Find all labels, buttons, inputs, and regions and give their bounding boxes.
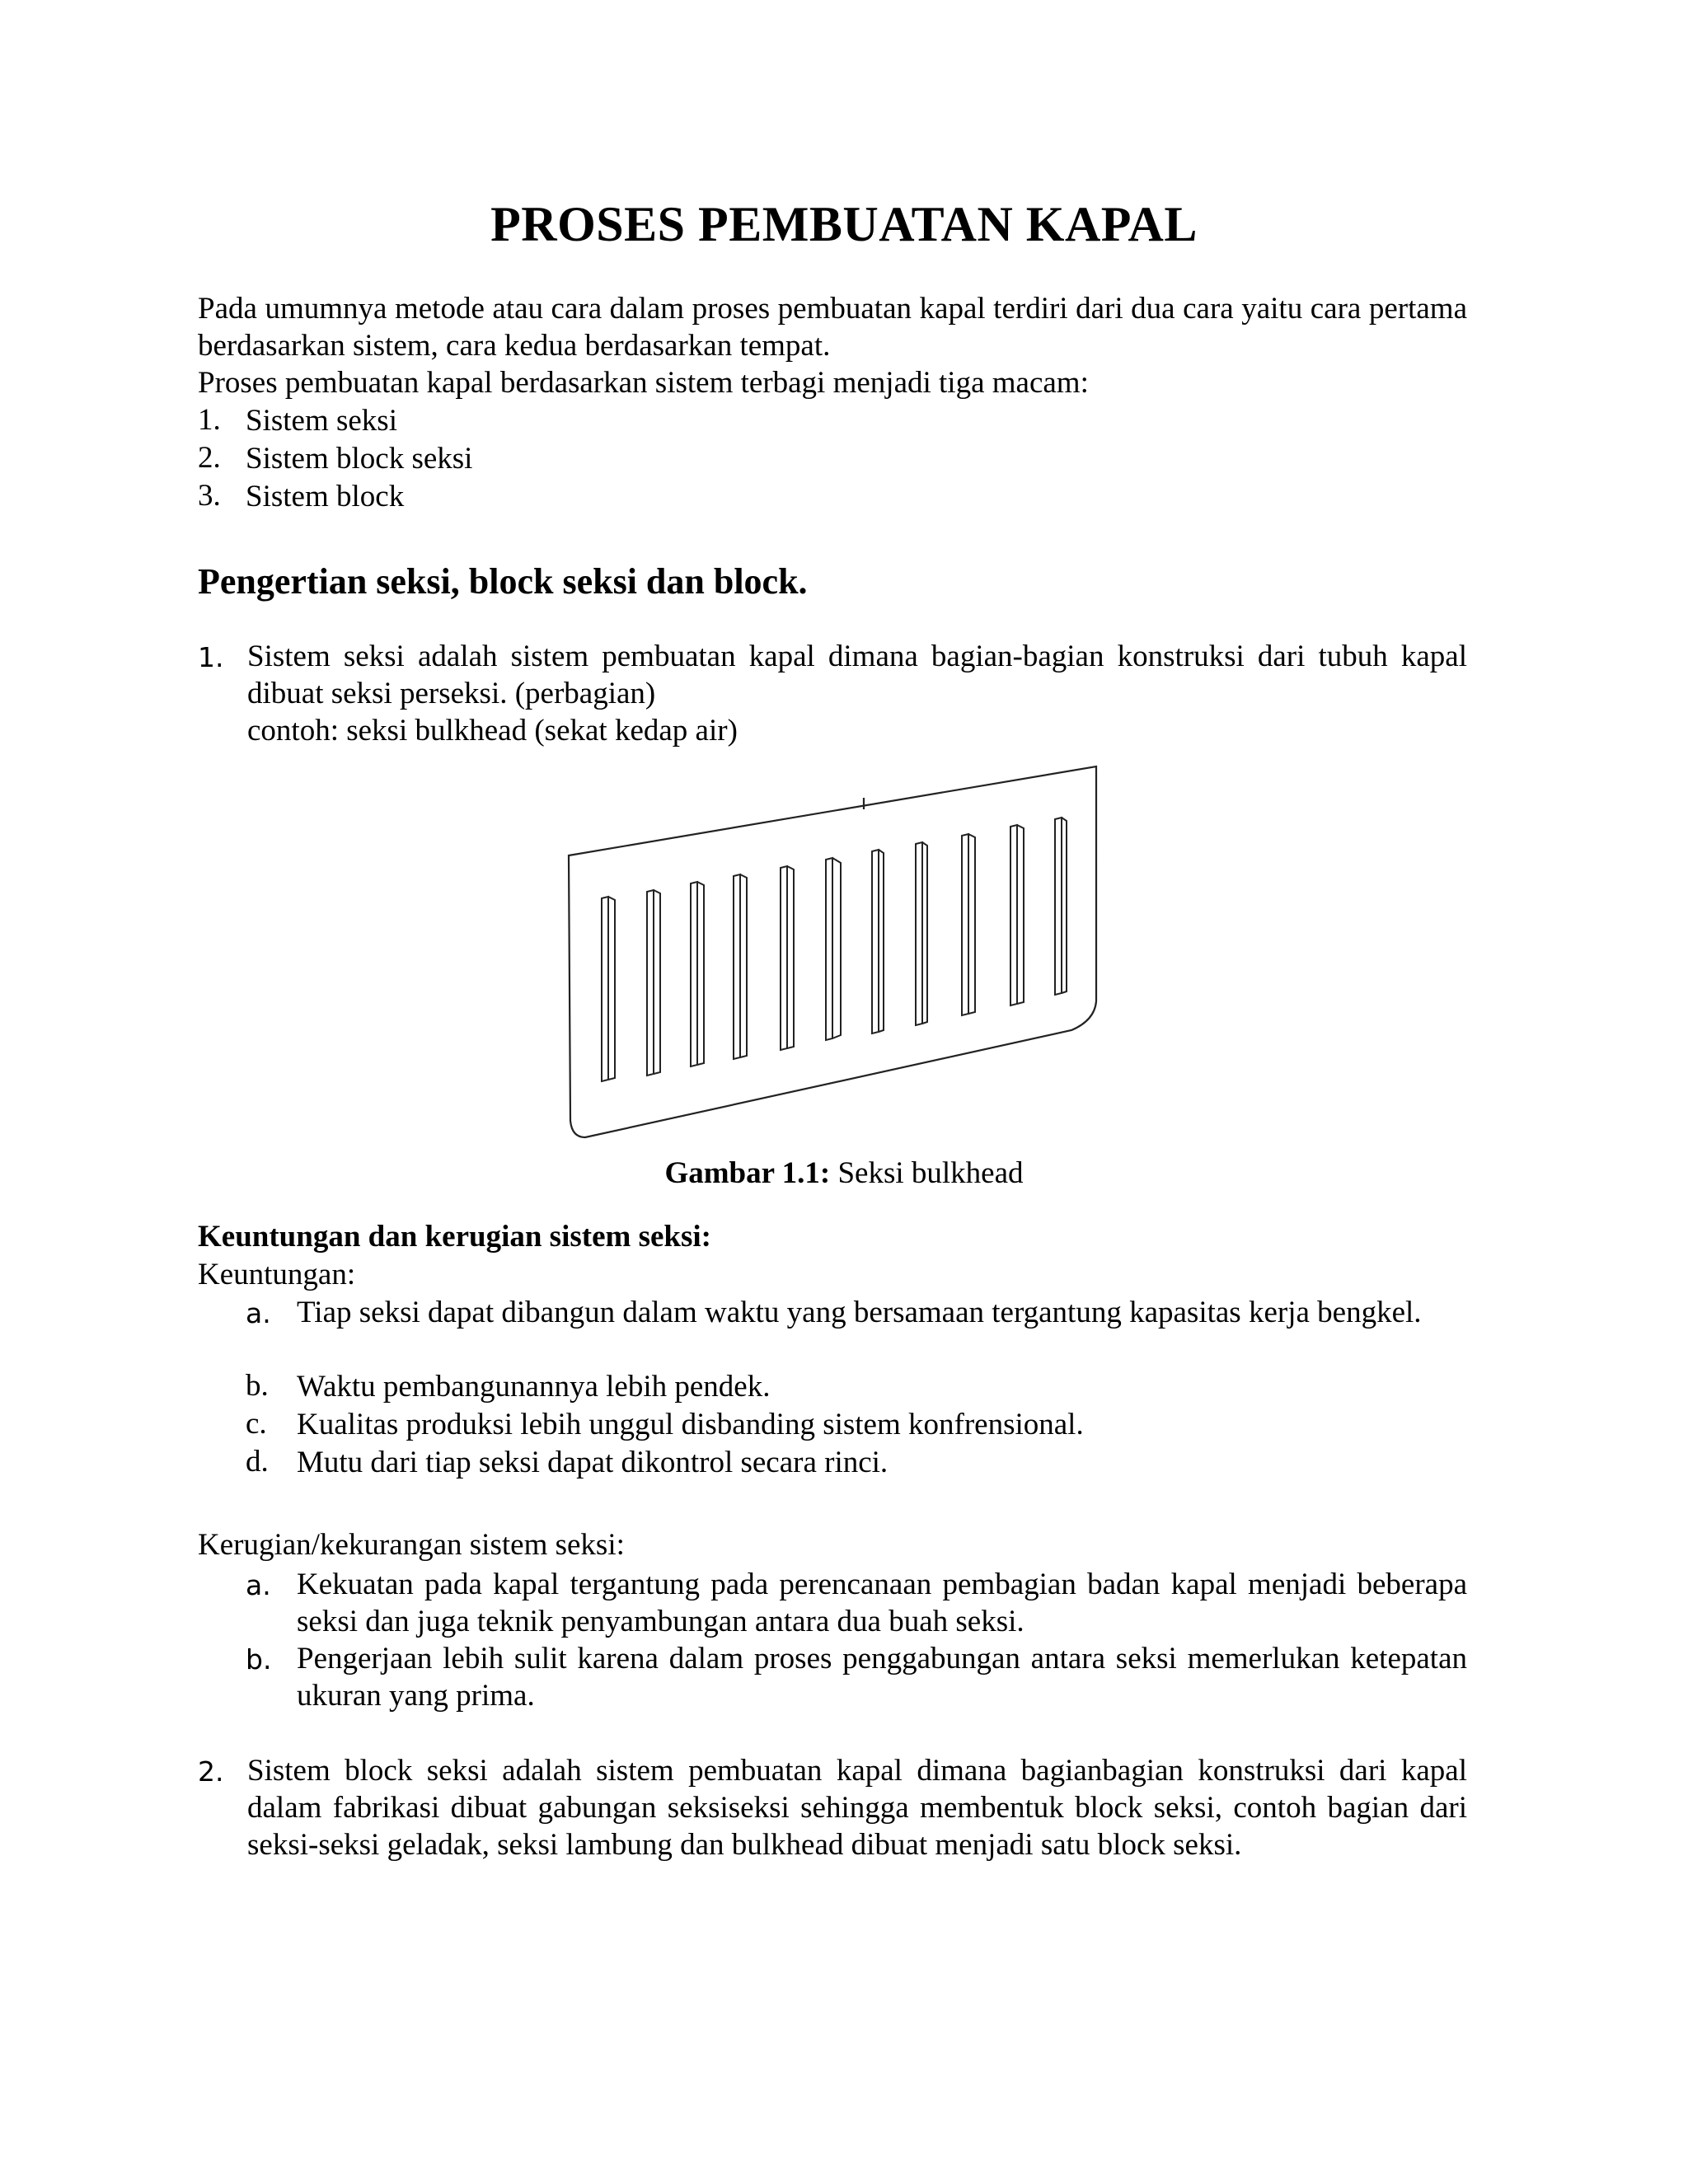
- figure-caption: [0, 1155, 1688, 1191]
- stiffener: [962, 834, 975, 1015]
- list-item: Sistem block seksi: [246, 442, 473, 476]
- page-title: PROSES PEMBUATAN KAPAL: [490, 197, 1198, 251]
- stiffener: [826, 858, 841, 1040]
- cons-label: Kerugian/kekurangan sistem seksi:: [198, 1528, 625, 1562]
- stiffener: [602, 897, 615, 1081]
- item-2-text: Sistem block seksi adalah sistem pembuatan kapal dimana bagianbagian konstruksi dari kapal dalam fabrikasi dibuat gabungan seksiseksi sehingga membentuk block seksi, contoh bagian dari seksi-seksi geladak, seksi lambung dan bulkhead dibuat menjadi satu block seksi.: [247, 1754, 1467, 1862]
- list-item-number: 2.: [198, 441, 221, 475]
- stiffeners: [602, 818, 1067, 1081]
- stiffener: [734, 874, 747, 1059]
- stiffener: [1055, 818, 1067, 995]
- section-heading: Pengertian seksi, block seksi dan block.: [198, 561, 808, 602]
- figure-caption-label: Gambar 1.1:: [664, 1156, 831, 1190]
- stiffener: [781, 866, 794, 1050]
- list-item: Kualitas produksi lebih unggul disbanding sistem konfrensional.: [297, 1408, 1084, 1441]
- intro-paragraph-1: Pada umumnya metode atau cara dalam proses pembuatan kapal terdiri dari dua cara yaitu cara pertama berdasarkan sistem, cara kedua berdasarkan tempat.: [198, 292, 1467, 363]
- list-item: Sistem seksi: [246, 404, 397, 438]
- pros-label: Keuntungan:: [198, 1258, 356, 1291]
- list-item: Kekuatan pada kapal tergantung pada perencanaan pembagian badan kapal menjadi beberapa seksi dan juga teknik penyambungan antara dua buah seksi.: [297, 1568, 1467, 1638]
- figure-caption-text: Seksi bulkhead: [830, 1156, 1024, 1190]
- item-1-example: contoh: seksi bulkhead (sekat kedap air): [247, 714, 738, 748]
- list-marker: a.: [246, 1569, 271, 1601]
- item-2-number: 2.: [198, 1755, 224, 1788]
- list-item-number: 3.: [198, 479, 221, 513]
- list-item: Tiap seksi dapat dibangun dalam waktu yang bersamaan tergantung kapasitas kerja bengkel.: [297, 1296, 1422, 1329]
- stiffener: [1010, 825, 1024, 1005]
- list-marker: b.: [246, 1369, 269, 1403]
- bulkhead-section-figure: [560, 758, 1121, 1146]
- list-item: Sistem block: [246, 480, 405, 513]
- list-marker: c.: [246, 1407, 267, 1441]
- list-item: Mutu dari tiap seksi dapat dikontrol secara rinci.: [297, 1446, 889, 1479]
- stiffener: [872, 850, 884, 1033]
- stiffener: [647, 890, 660, 1076]
- list-marker: b.: [246, 1643, 272, 1675]
- item-1-number: 1.: [198, 641, 224, 673]
- intro-paragraph-2: Proses pembuatan kapal berdasarkan sistem terbagi menjadi tiga macam:: [198, 366, 1089, 400]
- stiffener: [691, 882, 704, 1066]
- list-item: Waktu pembangunannya lebih pendek.: [297, 1370, 771, 1404]
- pros-cons-heading: Keuntungan dan kerugian sistem seksi:: [198, 1220, 711, 1254]
- list-marker: a.: [246, 1297, 271, 1329]
- list-marker: d.: [246, 1445, 269, 1479]
- item-1-text: Sistem seksi adalah sistem pembuatan kapal dimana bagian-bagian konstruksi dari tubuh kapal dibuat seksi perseksi. (perbagian): [247, 640, 1467, 710]
- list-item-number: 1.: [198, 403, 221, 437]
- list-item: Pengerjaan lebih sulit karena dalam proses penggabungan antara seksi memerlukan ketepatan ukuran yang prima.: [297, 1642, 1467, 1713]
- stiffener: [916, 842, 927, 1025]
